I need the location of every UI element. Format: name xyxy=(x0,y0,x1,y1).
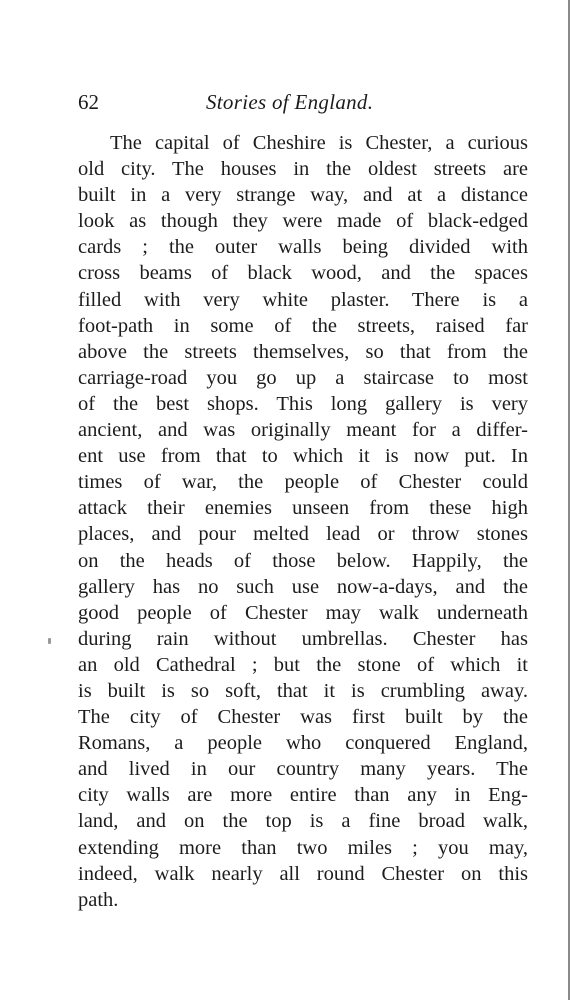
text-line: places, and pour melted lead or throw stones xyxy=(78,523,528,546)
text-line: gallery has no such use now-a-days, and the xyxy=(78,575,528,598)
text-line: an old Cathedral ; but the stone of which it xyxy=(78,653,528,676)
text-line: above the streets themselves, so that from the xyxy=(78,340,528,363)
text-line: ancient, and was originally meant for a differ- xyxy=(78,419,528,442)
text-line: of the best shops. This long gallery is very xyxy=(78,392,528,415)
text-line: land, and on the top is a fine broad walk, xyxy=(78,810,528,833)
text-line: filled with very white plaster. There is a xyxy=(78,288,528,311)
text-line: The capital of Cheshire is Chester, a curious xyxy=(110,132,528,154)
text-line: foot-path in some of the streets, raised far xyxy=(78,314,528,337)
text-line: old city. The houses in the oldest streets are xyxy=(78,158,528,181)
text-line: city walls are more entire than any in Eng- xyxy=(78,784,528,807)
text-line: indeed, walk nearly all round Chester on this xyxy=(78,862,528,885)
margin-mark xyxy=(48,638,51,644)
text-line: Romans, a people who conquered England, xyxy=(78,732,528,755)
text-line: is built is so soft, that it is crumbling away. xyxy=(78,679,528,702)
body-paragraph xyxy=(78,130,528,913)
page-number: 62 xyxy=(78,90,99,114)
text-line: times of war, the people of Chester could xyxy=(78,471,528,494)
text-line: good people of Chester may walk underneath xyxy=(78,601,528,624)
text-line: carriage-road you go up a staircase to most xyxy=(78,366,528,389)
text-line: extending more than two miles ; you may, xyxy=(78,836,528,859)
text-line: look as though they were made of black-edged xyxy=(78,210,528,233)
text-line: built in a very strange way, and at a distance xyxy=(78,184,528,207)
text-line: path. xyxy=(78,888,119,911)
text-line: on the heads of those below. Happily, the xyxy=(78,549,528,572)
text-line: The city of Chester was first built by the xyxy=(78,706,528,729)
text-line: cross beams of black wood, and the spaces xyxy=(78,262,528,285)
text-line: ent use from that to which it is now put. In xyxy=(78,445,528,468)
running-head xyxy=(78,88,528,118)
text-line: attack their enemies unseen from these high xyxy=(78,497,528,520)
text-line: cards ; the outer walls being divided with xyxy=(78,236,528,259)
text-line: during rain without umbrellas. Chester has xyxy=(78,627,528,650)
book-title: Stories of England. xyxy=(206,90,374,114)
text-line: and lived in our country many years. The xyxy=(78,758,528,781)
